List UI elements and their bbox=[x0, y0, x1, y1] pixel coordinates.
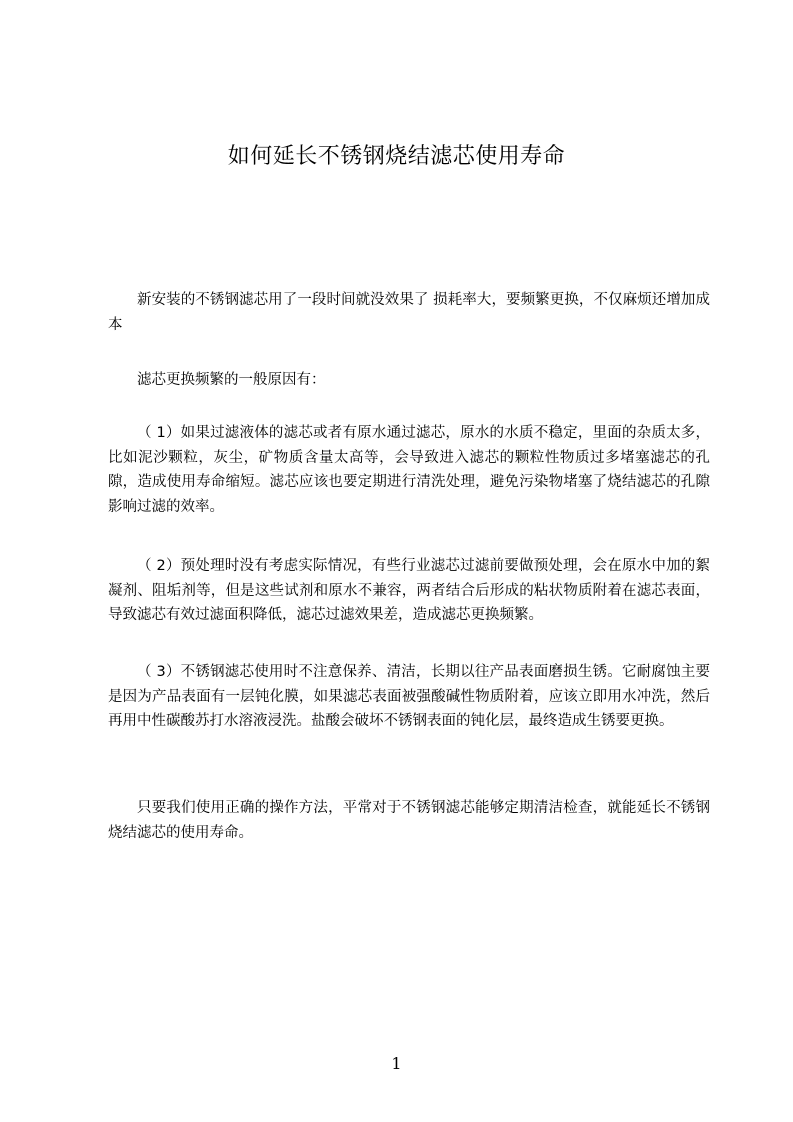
paragraph-causes-heading: 滤芯更换频繁的一般原因有： bbox=[137, 372, 326, 388]
paragraph-intro: 新安装的不锈钢滤芯用了一段时间就没效果了 损耗率大，要频繁更换，不仅麻烦还增加成本 bbox=[108, 292, 710, 333]
page-number: 1 bbox=[391, 1054, 402, 1073]
paragraph-cause-3: （ 3）不锈钢滤芯使用时不注意保养、清洁，长期以往产品表面磨损生锈。它耐腐蚀主要是因为产品表面有一层钝化膜，如果滤芯表面被强酸碱性物质附着，应该立即用水冲洗，然后再用中性碳酸苏打水溶液浸洗。盐酸会破坏不锈钢表面的钝化层，最终造成生锈要更换。 bbox=[108, 664, 710, 729]
paragraph-conclusion: 只要我们使用正确的操作方法，平常对于不锈钢滤芯能够定期清洁检查，就能延长不锈钢烧结滤芯的使用寿命。 bbox=[108, 800, 710, 841]
document-title: 如何延长不锈钢烧结滤芯使用寿命 bbox=[227, 144, 566, 169]
paragraph-cause-1: （ 1）如果过滤液体的滤芯或者有原水通过滤芯，原水的水质不稳定，里面的杂质太多，比如泥沙颗粒，灰尘，矿物质含量太高等，会导致进入滤芯的颗粒性物质过多堵塞滤芯的孔隙，造成使用寿命缩短。滤芯应该也要定期进行清洗处理，避免污染物堵塞了烧结滤芯的孔隙影响过滤的效率。 bbox=[108, 425, 710, 515]
paragraph-cause-2: （ 2）预处理时没有考虑实际情况，有些行业滤芯过滤前要做预处理，会在原水中加的絮凝剂、阻垢剂等，但是这些试剂和原水不兼容，两者结合后形成的粘状物质附着在滤芯表面，导致滤芯有效过滤面积降低，滤芯过滤效果差，造成滤芯更换频繁。 bbox=[108, 558, 710, 623]
